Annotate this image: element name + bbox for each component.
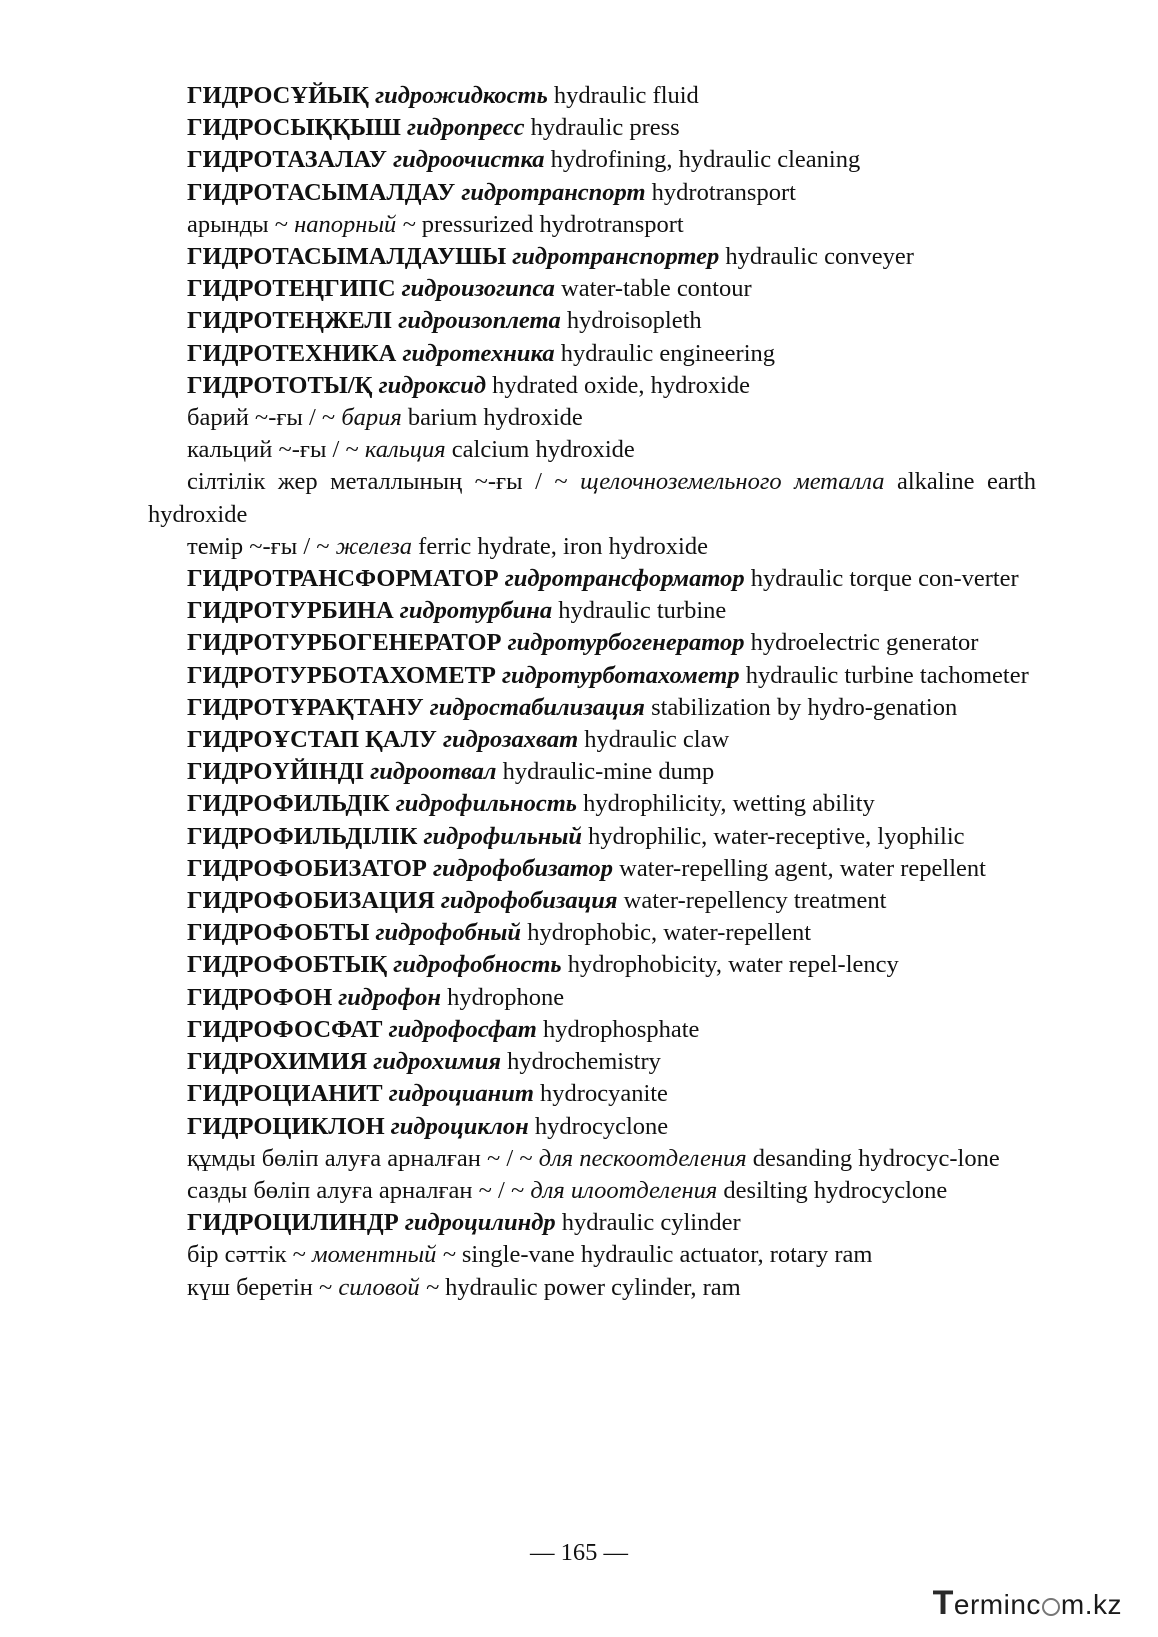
logo-text: erminc <box>953 1589 1041 1620</box>
entry: ГИДРОҮЙІНДІ гидроотвал hydraulic-mine dump <box>187 758 715 786</box>
entry: ГИДРОТАСЫМАЛДАУШЫ гидротранспортер hydraulic conveyer <box>187 243 914 271</box>
subentry: бір сәттік ~ моментный ~ single-vane hydraulic actuator, rotary ram <box>187 1241 873 1269</box>
entry: ГИДРОФИЛЬДІК гидрофильность hydrophilicity, wetting ability <box>187 790 875 818</box>
entry: ГИДРОТУРБОГЕНЕРАТОР гидротурбогенератор hydroelectric generator <box>187 629 979 657</box>
entry: ГИДРОТЕҢГИПС гидроизогипса water-table contour <box>187 275 752 303</box>
entry: ГИДРОТРАНСФОРМАТОР гидротрансформатор hydraulic torque con-verter <box>187 565 1019 593</box>
logo-letter: T <box>932 1584 954 1622</box>
subentry: кальций ~-ғы / ~ кальция calcium hydroxide <box>187 436 635 464</box>
entry: ГИДРОСЫҚҚЫШ гидропресс hydraulic press <box>187 114 680 142</box>
entry: ГИДРОЦИКЛОН гидроциклон hydrocyclone <box>187 1112 669 1140</box>
entry: ГИДРОЦИАНИТ гидроцианит hydrocyanite <box>187 1080 668 1108</box>
logo-domain: m.kz <box>1060 1589 1122 1620</box>
entry: ГИДРОФОБТЫ гидрофобный hydrophobic, water-repellent <box>187 919 812 947</box>
subentry: құмды бөліп алуға арналған ~ / ~ для пескоотделения desanding hydrocyc-lone <box>187 1144 1000 1172</box>
entry: ГИДРОТЕХНИКА гидротехника hydraulic engineering <box>187 339 776 367</box>
entry: ГИДРОХИМИЯ гидрохимия hydrochemistry <box>187 1048 661 1076</box>
entry: ГИДРОФОБИЗАЦИЯ гидрофобизация water-repellency treatment <box>187 887 887 915</box>
subentry: темір ~-ғы / ~ железа ferric hydrate, iron hydroxide <box>187 532 708 560</box>
entry: ГИДРОТЕҢЖЕЛІ гидроизоплета hydroisopleth <box>187 307 702 335</box>
entry: ГИДРОТУРБИНА гидротурбина hydraulic turbine <box>187 597 727 625</box>
entry: ГИДРОСҰЙЫҚ гидрожидкость hydraulic fluid <box>187 82 699 109</box>
entry: ГИДРОФОН гидрофон hydrophone <box>187 983 565 1011</box>
entry: ГИДРОТҰРАҚТАНУ гидростабилизация stabilization by hydro-genation <box>187 693 958 721</box>
entry: ГИДРОФОСФАТ гидрофосфат hydrophosphate <box>187 1015 700 1043</box>
dictionary-page <box>148 80 1036 1304</box>
entry: ГИДРОТОТЫ/Қ гидроксид hydrated oxide, hydroxide <box>187 371 751 399</box>
entry: ГИДРОФОБТЫҚ гидрофобность hydrophobicity, water repel-lency <box>187 951 899 979</box>
subentry: күш беретін ~ силовой ~ hydraulic power cylinder, ram <box>187 1273 741 1301</box>
subentry: сілтілік жер металлының ~-ғы / ~ щелочноземельного металла alkaline earth hydroxide <box>148 468 1036 528</box>
subentry: арынды ~ напорный ~ pressurized hydrotransport <box>187 210 684 238</box>
magnifier-icon <box>1042 1598 1060 1616</box>
subentry: барий ~-ғы / ~ бария barium hydroxide <box>187 404 583 432</box>
entry: ГИДРОФОБИЗАТОР гидрофобизатор water-repelling agent, water repellent <box>187 854 986 882</box>
site-logo <box>933 1584 1122 1623</box>
entry: ГИДРОФИЛЬДІЛІК гидрофильный hydrophilic, water-receptive, lyophilic <box>187 822 965 850</box>
subentry: сазды бөліп алуға арналған ~ / ~ для илоотделения desilting hydrocyclone <box>187 1176 948 1204</box>
entry: ГИДРОТАЗАЛАУ гидроочистка hydrofining, hydraulic cleaning <box>187 146 861 174</box>
entry: ГИДРОТАСЫМАЛДАУ гидротранспорт hydrotransport <box>187 178 796 206</box>
entry: ГИДРОТУРБОТАХОМЕТР гидротурботахометр hydraulic turbine tachometer <box>187 661 1029 689</box>
page-number: — 165 — <box>530 1539 628 1566</box>
entry: ГИДРОЦИЛИНДР гидроцилиндр hydraulic cylinder <box>187 1209 741 1237</box>
entry: ГИДРОҰСТАП ҚАЛУ гидрозахват hydraulic claw <box>187 726 730 754</box>
